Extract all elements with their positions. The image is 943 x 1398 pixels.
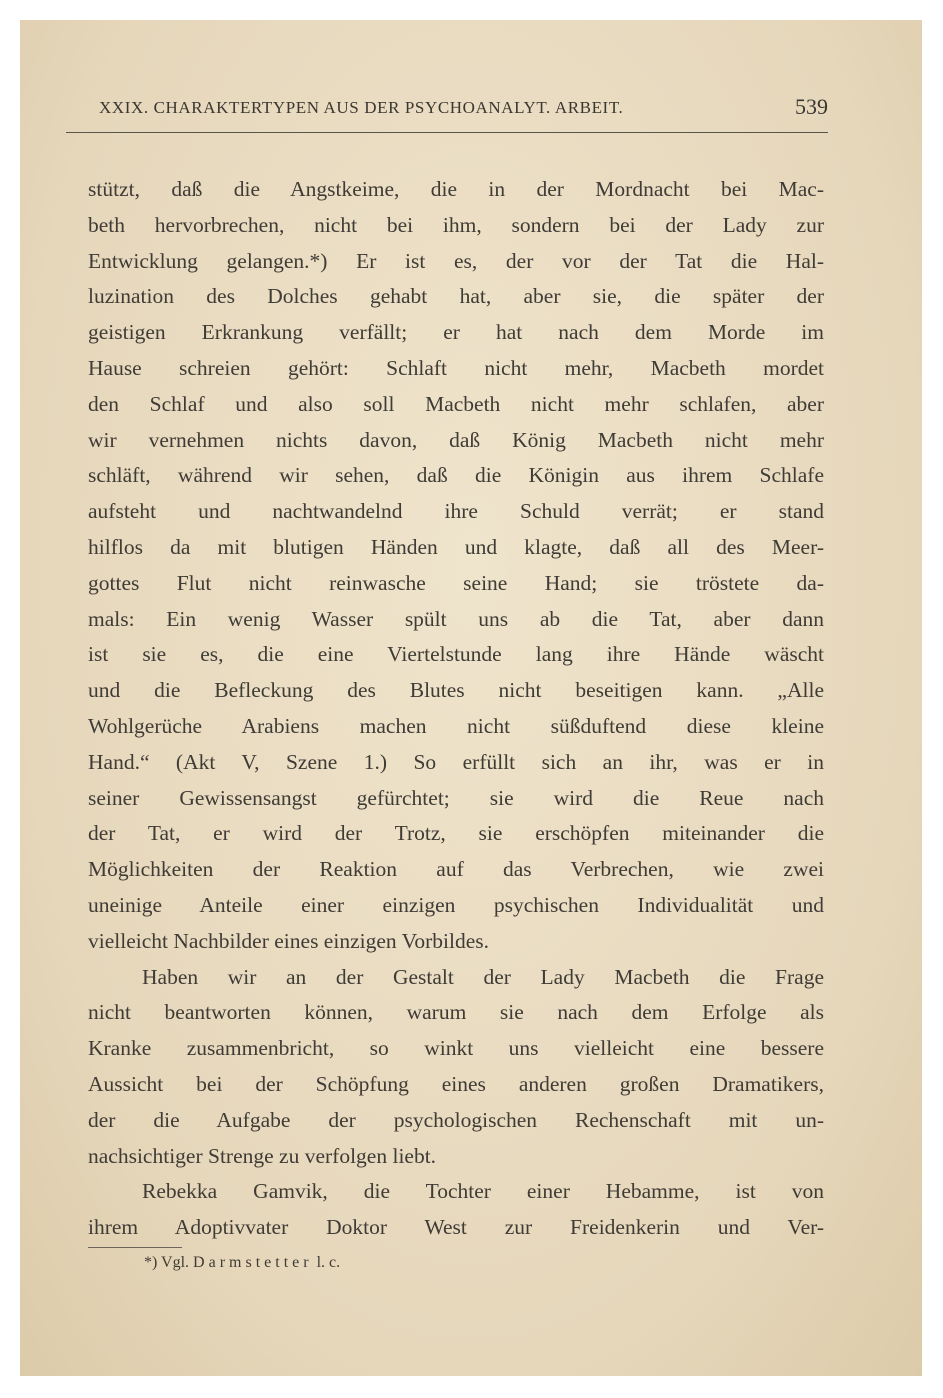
header-title: XXIX. CHARAKTERTYPEN AUS DER PSYCHOANALYT. ARBEIT. bbox=[99, 98, 624, 117]
footnote-rule bbox=[88, 1247, 182, 1248]
text-line: gottes Flut nicht reinwasche seine Hand; sie tröstete da- bbox=[88, 570, 824, 595]
text-line: beth hervorbrechen, nicht bei ihm, sondern bei der Lady zur bbox=[88, 212, 824, 237]
text-line: den Schlaf und also soll Macbeth nicht mehr schlafen, aber bbox=[88, 391, 824, 416]
footnote-prefix: *) Vgl. bbox=[144, 1254, 190, 1271]
text-line: Kranke zusammenbricht, so winkt uns vielleicht eine bessere bbox=[88, 1036, 824, 1061]
text-line: der Tat, er wird der Trotz, sie erschöpfen miteinander die bbox=[88, 821, 824, 846]
text-line: Rebekka Gamvik, die Tochter einer Hebamme, ist von bbox=[142, 1179, 824, 1204]
text-line: der die Aufgabe der psychologischen Rechenschaft mit un- bbox=[88, 1107, 824, 1132]
text-line: wir vernehmen nichts davon, daß König Macbeth nicht mehr bbox=[88, 427, 824, 452]
text-line: Aussicht bei der Schöpfung eines anderen großen Dramatikers, bbox=[88, 1071, 824, 1096]
text-line: mals: Ein wenig Wasser spült uns ab die Tat, aber dann bbox=[88, 606, 824, 631]
text-line: nicht beantworten können, warum sie nach dem Erfolge als bbox=[88, 1000, 824, 1025]
text-line: luzination des Dolches gehabt hat, aber sie, die später der bbox=[88, 284, 824, 309]
text-line: und die Befleckung des Blutes nicht beseitigen kann. „Alle bbox=[88, 678, 824, 703]
page-number: 539 bbox=[795, 94, 828, 119]
text-line: Entwicklung gelangen.*) Er ist es, der vor der Tat die Hal- bbox=[88, 248, 824, 273]
text-line: seiner Gewissensangst gefürchtet; sie wird die Reue nach bbox=[88, 785, 824, 810]
text-line: Wohlgerüche Arabiens machen nicht süßduftend diese kleine bbox=[88, 713, 824, 738]
text-line: Hand.“ (Akt V, Szene 1.) So erfüllt sich an ihr, was er in bbox=[88, 749, 824, 774]
text-line: geistigen Erkrankung verfällt; er hat nach dem Morde im bbox=[88, 320, 824, 345]
text-line: aufsteht und nachtwandelnd ihre Schuld verrät; er stand bbox=[88, 499, 824, 524]
text-line: Hause schreien gehört: Schlaft nicht mehr, Macbeth mordet bbox=[88, 355, 824, 380]
text-line: vielleicht Nachbilder eines einzigen Vorbildes. bbox=[88, 928, 490, 953]
text-line: hilflos da mit blutigen Händen und klagte, daß all des Meer- bbox=[88, 534, 824, 559]
footnote bbox=[144, 1254, 340, 1272]
text-line: ist sie es, die eine Viertelstunde lang ihre Hände wäscht bbox=[88, 642, 824, 667]
text-line: nachsichtiger Strenge zu verfolgen liebt. bbox=[88, 1143, 437, 1168]
header-rule bbox=[66, 132, 828, 133]
body-text bbox=[88, 172, 824, 1246]
text-line: Möglichkeiten der Reaktion auf das Verbrechen, wie zwei bbox=[88, 857, 824, 882]
footnote-suffix: l. c. bbox=[316, 1254, 341, 1271]
running-header bbox=[66, 94, 828, 134]
text-line: Haben wir an der Gestalt der Lady Macbeth die Frage bbox=[142, 964, 824, 989]
footnote-author: Darmstetter bbox=[193, 1254, 313, 1271]
text-line: uneinige Anteile einer einzigen psychischen Individualität und bbox=[88, 892, 824, 917]
text-line: stützt, daß die Angstkeime, die in der Mordnacht bei Mac- bbox=[88, 177, 824, 201]
text-line: schläft, während wir sehen, daß die Königin aus ihrem Schlafe bbox=[88, 463, 824, 488]
text-line: ihrem Adoptivvater Doktor West zur Freidenkerin und Ver- bbox=[88, 1215, 824, 1240]
